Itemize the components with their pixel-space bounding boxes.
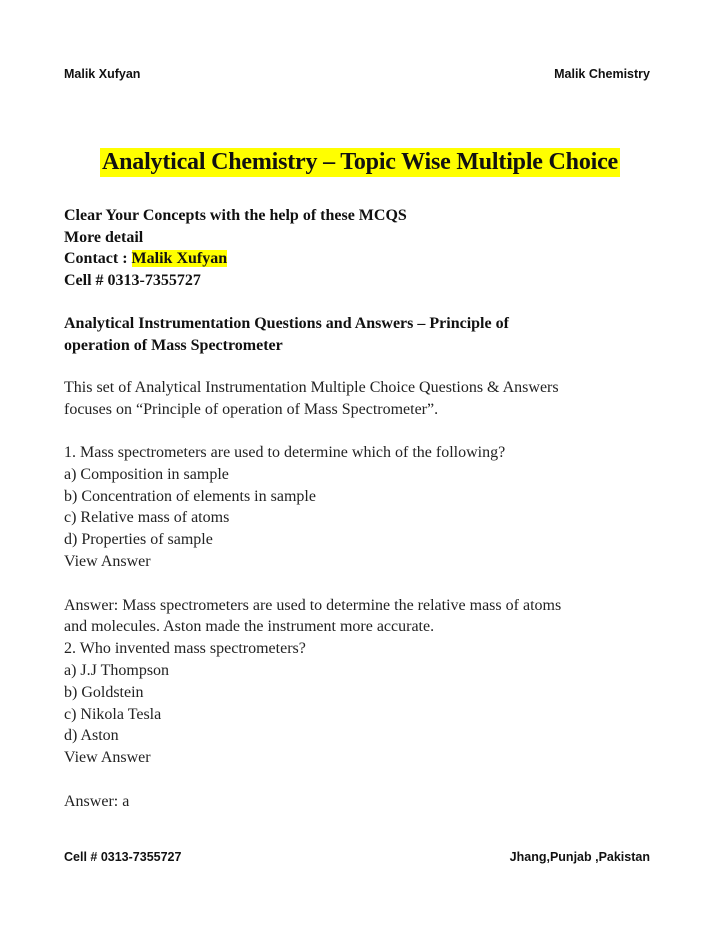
footer-cell-number: Cell # 0313-7355727	[64, 850, 182, 864]
option-c: c) Relative mass of atoms	[64, 509, 230, 527]
section-heading	[64, 313, 664, 356]
description	[64, 377, 664, 420]
contact-label: Contact :	[64, 250, 132, 267]
answer-text-line-1: Answer: Mass spectrometers are used to determine the relative mass of atoms	[64, 596, 562, 614]
header-brand: Malik Chemistry	[554, 67, 650, 81]
option-a: a) Composition in sample	[64, 465, 229, 483]
title-block	[0, 149, 720, 176]
option-a: a) J.J Thompson	[64, 661, 170, 679]
question-item-2	[64, 638, 664, 812]
view-answer-link[interactable]: View Answer	[64, 552, 151, 570]
header-author: Malik Xufyan	[64, 67, 141, 81]
option-c: c) Nikola Tesla	[64, 705, 162, 723]
questions-list	[64, 442, 664, 813]
page-title: Analytical Chemistry – Topic Wise Multiple Choice	[102, 149, 618, 175]
option-b: b) Goldstein	[64, 683, 144, 701]
option-b: b) Concentration of elements in sample	[64, 487, 316, 505]
question-item-1	[64, 442, 664, 638]
contact-name: Malik Xufyan	[131, 250, 228, 267]
question-text: 1. Mass spectrometers are used to determine which of the following?	[64, 444, 506, 461]
answer-text-line-2: and molecules. Aston made the instrument more accurate.	[64, 618, 435, 636]
intro-block	[64, 205, 664, 291]
question-text: 2. Who invented mass spectrometers?	[64, 640, 306, 658]
intro-line: Clear Your Concepts with the help of these MCQS	[64, 207, 407, 224]
description-line-1: This set of Analytical Instrumentation Multiple Choice Questions & Answers	[64, 379, 559, 396]
page-header	[64, 67, 650, 81]
page-footer	[64, 850, 650, 864]
description-line-2: focuses on “Principle of operation of Mass Spectrometer”.	[64, 400, 439, 418]
footer-location: Jhang,Punjab ,Pakistan	[509, 850, 650, 864]
contact-line	[64, 248, 664, 270]
section-heading-line-1: Analytical Instrumentation Questions and Answers – Principle of	[64, 315, 509, 332]
spacer	[64, 573, 664, 595]
section-heading-line-2: operation of Mass Spectrometer	[64, 336, 283, 354]
cell-number: Cell # 0313-7355727	[64, 271, 201, 289]
answer-text: Answer: a	[64, 792, 130, 810]
view-answer-link[interactable]: View Answer	[64, 749, 151, 767]
option-d: d) Aston	[64, 727, 119, 745]
more-detail-line: More detail	[64, 228, 144, 246]
option-d: d) Properties of sample	[64, 531, 213, 549]
spacer	[64, 769, 664, 791]
